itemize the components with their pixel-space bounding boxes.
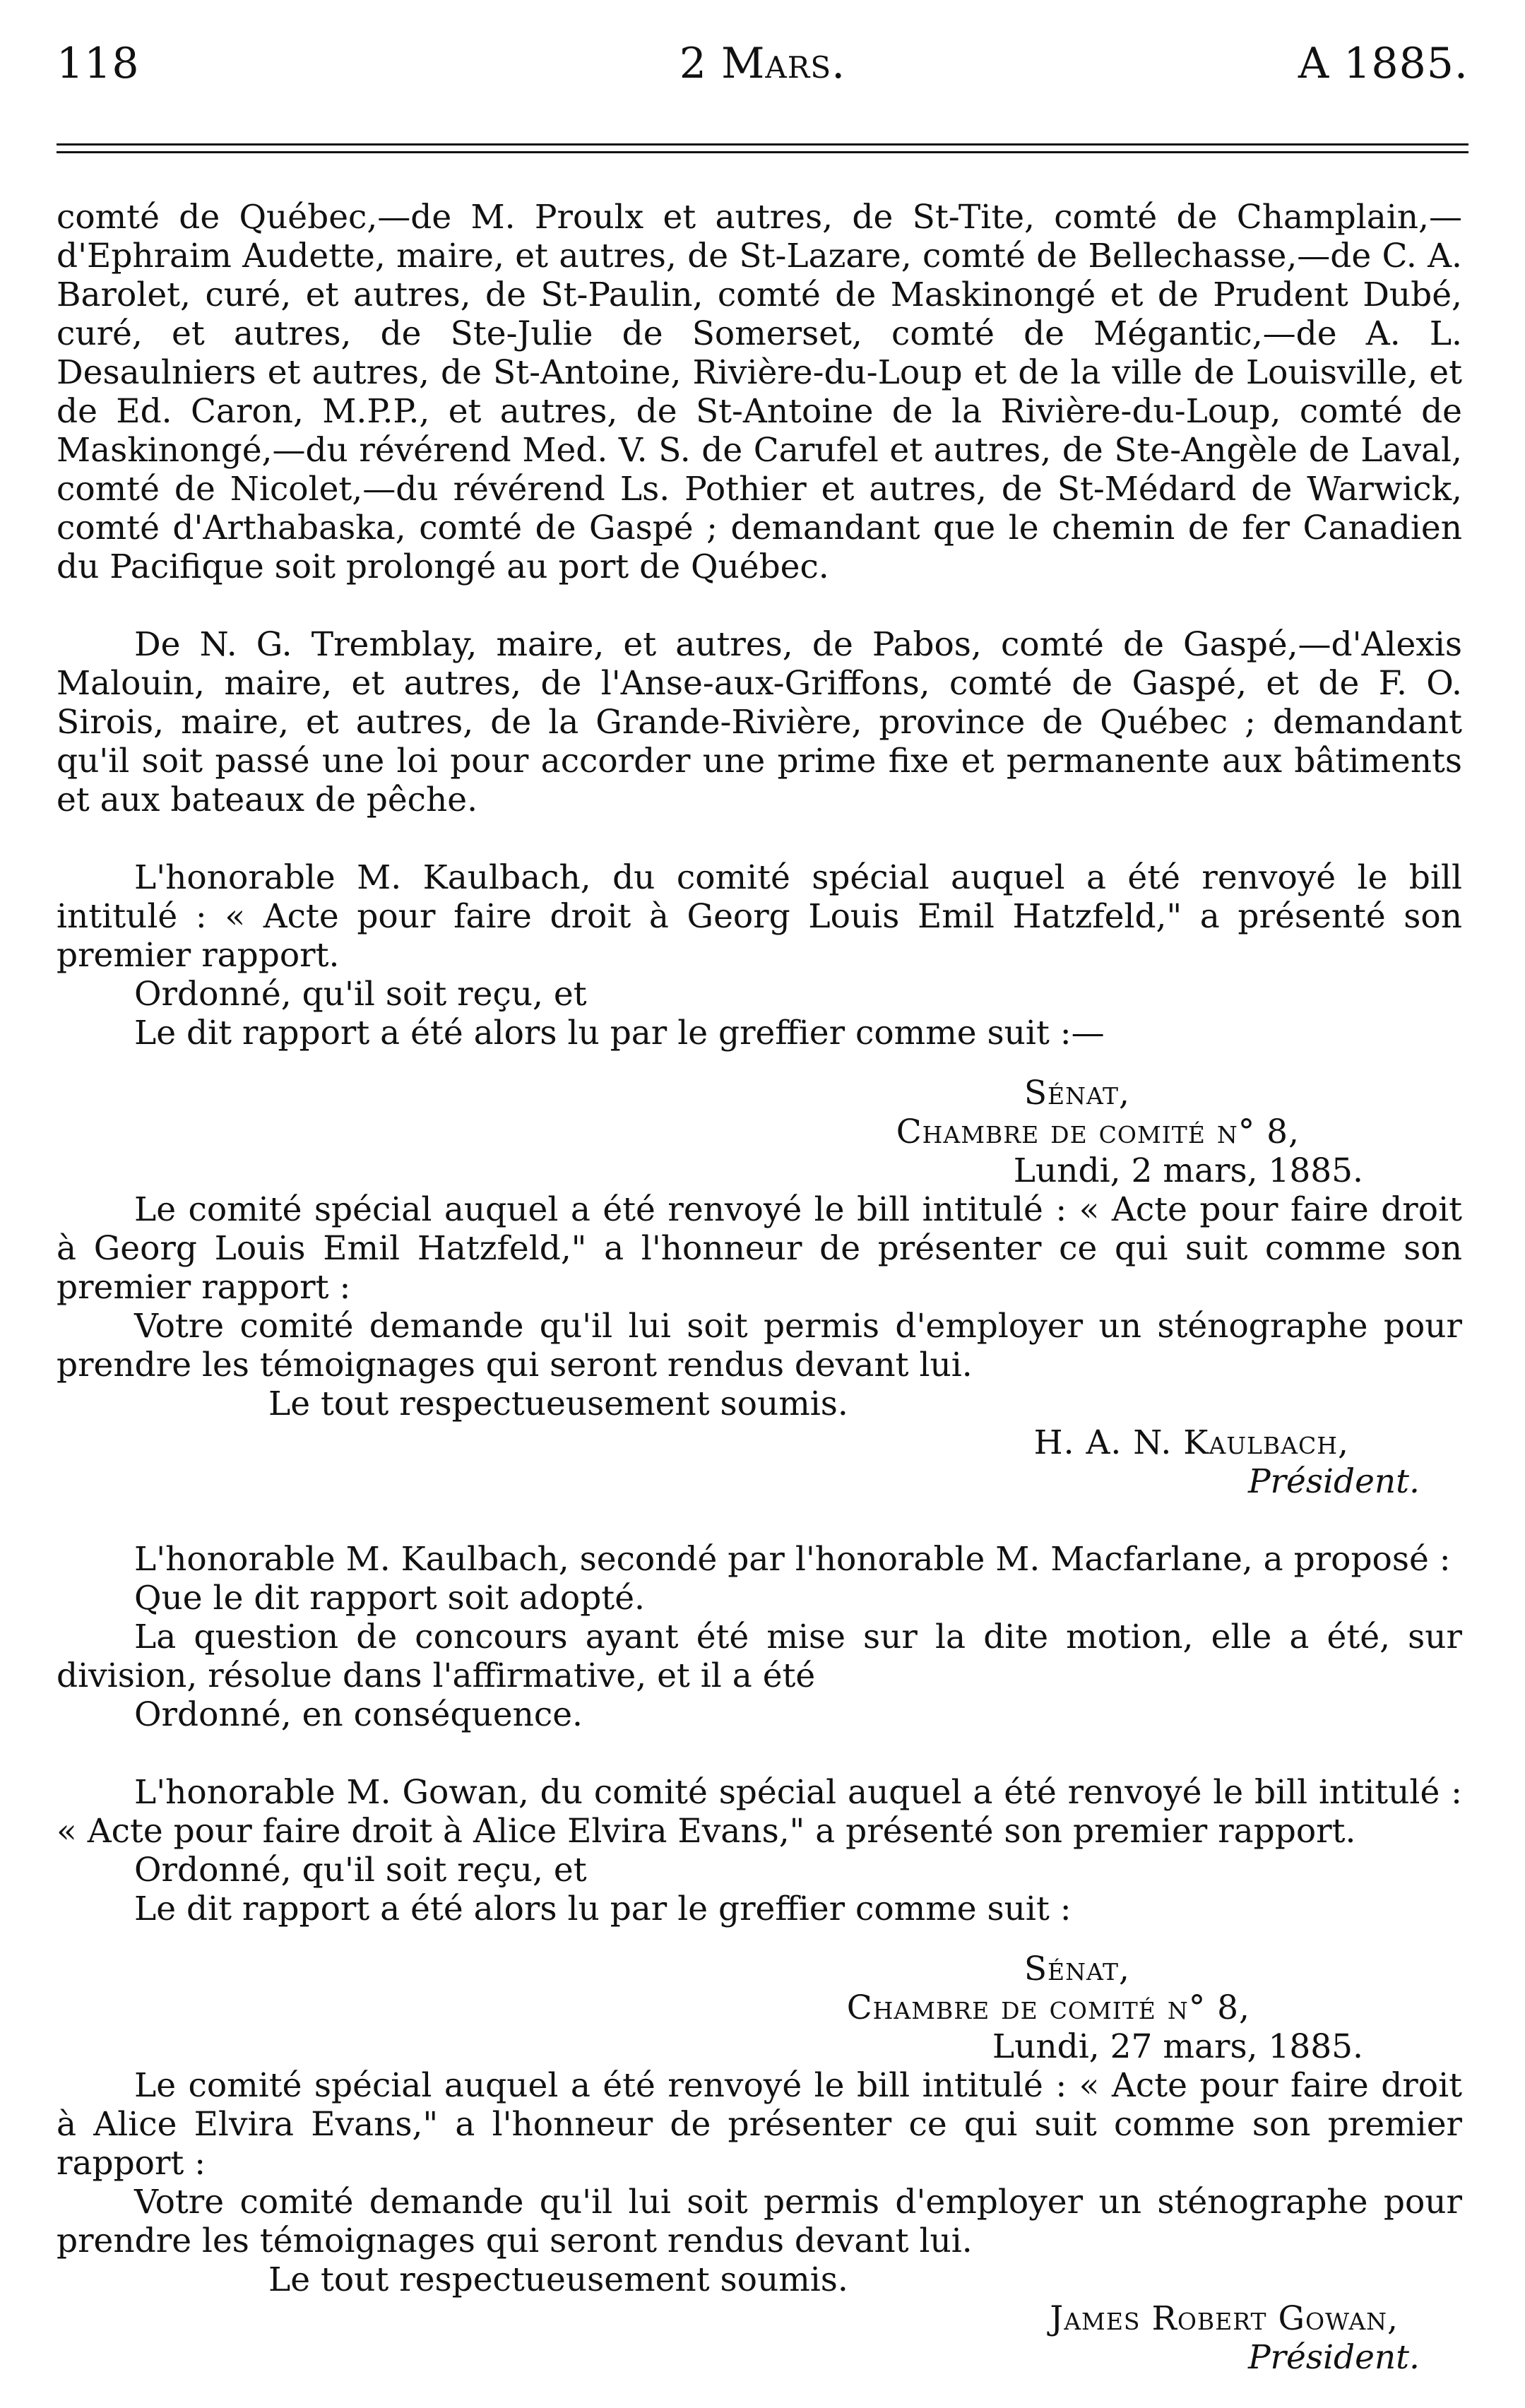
report1-submit: Le tout respectueusement soumis.	[268, 1384, 848, 1423]
running-year: A 1885.	[1298, 39, 1468, 88]
report1-senate: Sénat,	[1023, 1074, 1130, 1113]
report2-submit: Le tout respectueusement soumis.	[268, 2260, 848, 2299]
motion-result-paragraph: La question de concours ayant été mise sur la dite motion, elle a été, sur division, résolue dans l'affirmative, et il a été	[57, 1618, 1462, 1695]
header-rule-top	[57, 143, 1468, 146]
petitions-paragraph: comté de Québec,—de M. Proulx et autres, de St-Tite, comté de Champlain,—d'Ephraim Audette, maire, et autres, de St-Lazare, comté de Bellechasse,—de C. A. Barolet, curé, et autres, de St-Paulin, comté de Maskinongé et de Prudent Dubé, curé, et autres, de Ste-Julie de Somerset, comté de Mégantic,—de A. L. Desaulniers et autres, de St-Antoine, Rivière-du-Loup et de la ville de Louisville, et de Ed. Caron, M.P.P., et autres, de St-Antoine de la Rivière-du-Loup, comté de Maskinongé,—du révérend Med. V. S. de Carufel et autres, de Ste-Angèle de Laval, comté de Nicolet,—du révérend Ls. Pothier et autres, de St-Médard de Warwick, comté d'Arthabaska, comté de Gaspé ; demandant que le chemin de fer Canadien du Pacifique soit prolongé au port de Québec.	[57, 198, 1462, 586]
ordered-received-line: Ordonné, qu'il soit reçu, et	[134, 975, 587, 1014]
gowan-read-line: Le dit rapport a été alors lu par le greffier comme suit :	[134, 1890, 1072, 1928]
motion-adopt-line: Que le dit rapport soit adopté.	[134, 1579, 645, 1618]
report1-body: Le comité spécial auquel a été renvoyé le bill intitulé : « Acte pour faire droit à Georg Louis Emil Hatzfeld," a l'honneur de présenter ce qui suit comme son premier rapport :	[57, 1190, 1462, 1307]
report1-date: Lundi, 2 mars, 1885.	[1013, 1151, 1363, 1190]
report2-senate: Sénat,	[1023, 1950, 1130, 1988]
running-date: 2 Mars.	[679, 39, 846, 88]
report1-president: Président.	[1247, 1462, 1420, 1501]
report1-signer: H. A. N. Kaulbach,	[1033, 1423, 1349, 1462]
report2-date: Lundi, 27 mars, 1885.	[992, 2027, 1363, 2066]
report2-president: Président.	[1247, 2338, 1420, 2377]
page-header	[57, 28, 1468, 106]
motion-ordered-line: Ordonné, en conséquence.	[134, 1695, 583, 1734]
kaulbach-motion-paragraph: L'honorable M. Kaulbach, secondé par l'honorable M. Macfarlane, a proposé :	[134, 1540, 1451, 1579]
report1-request: Votre comité demande qu'il lui soit permis d'employer un sténographe pour prendre les témoignages qui seront rendus devant lui.	[57, 1307, 1462, 1384]
fishing-petition-paragraph: De N. G. Tremblay, maire, et autres, de Pabos, comté de Gaspé,—d'Alexis Malouin, maire, et autres, de l'Anse-aux-Griffons, comté de Gaspé, et de F. O. Sirois, maire, et autres, de la Grande-Rivière, province de Québec ; demandant qu'il soit passé une loi pour accorder une prime fixe et permanente aux bâtiments et aux bateaux de pêche.	[57, 625, 1462, 819]
kaulbach-report-paragraph: L'honorable M. Kaulbach, du comité spécial auquel a été renvoyé le bill intitulé : « Acte pour faire droit à Georg Louis Emil Hatzfeld," a présenté son premier rapport.	[57, 858, 1462, 975]
report2-signer: James Robert Gowan,	[1050, 2299, 1399, 2338]
report2-request: Votre comité demande qu'il lui soit permis d'employer un sténographe pour prendre les témoignages qui seront rendus devant lui.	[57, 2183, 1462, 2260]
report2-body: Le comité spécial auquel a été renvoyé le bill intitulé : « Acte pour faire droit à Alice Elvira Evans," a l'honneur de présenter ce qui suit comme son premier rapport :	[57, 2066, 1462, 2183]
gowan-report-paragraph: L'honorable M. Gowan, du comité spécial auquel a été renvoyé le bill intitulé : « Acte pour faire droit à Alice Elvira Evans," a présenté son premier rapport.	[57, 1773, 1462, 1851]
report1-room: Chambre de comité n° 8,	[896, 1113, 1300, 1151]
gowan-ordered-line: Ordonné, qu'il soit reçu, et	[134, 1851, 587, 1890]
header-rule-bottom	[57, 151, 1468, 153]
page-number: 118	[57, 39, 140, 88]
report2-room: Chambre de comité n° 8,	[846, 1988, 1250, 2027]
page-body	[57, 198, 1462, 2377]
report-read-line: Le dit rapport a été alors lu par le greffier comme suit :—	[134, 1014, 1105, 1052]
